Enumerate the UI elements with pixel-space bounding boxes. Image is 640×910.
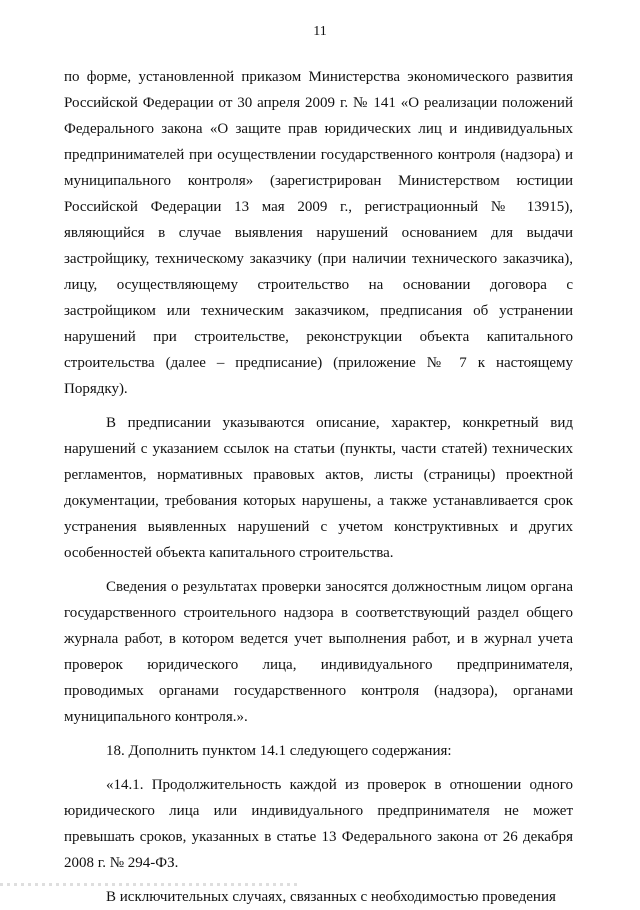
scan-artifact bbox=[0, 883, 300, 886]
paragraph-5: «14.1. Продолжительность каждой из проверок в отношении одного юридического лица или индивидуального предпринимателя не может превышать сроков, указанных в статье 13 Федерального закона от 26 декабря 2008 г. № 294-ФЗ. bbox=[64, 777, 573, 871]
paragraph-4: 18. Дополнить пунктом 14.1 следующего содержания: bbox=[106, 743, 452, 759]
page-number: 11 bbox=[313, 24, 327, 39]
paragraph-gap bbox=[64, 402, 573, 410]
document-body bbox=[64, 64, 573, 910]
paragraph-gap bbox=[64, 566, 573, 574]
paragraph-1: по форме, установленной приказом Министерства экономического развития Российской Федерации от 30 апреля 2009 г. № 141 «О реализации положений Федерального закона «О защите прав юридических лиц и индивидуальных предпринимателей при осуществлении государственного контроля (надзора) и муниципального контроля» (зарегистрирован Министерством юстиции Российской Федерации 13 мая 2009 г., регистрационный № 13915), являющийся в случае выявления нарушений основанием для выдачи застройщику, техническому заказчику (при наличии технического заказчика), лицу, осуществляющему строительство на основании договора с застройщиком или техническим заказчиком, предписания об устранении нарушений при строительстве, реконструкции объекта капитального строительства (далее – предписание) (приложение № 7 к настоящему Порядку). bbox=[64, 69, 573, 397]
paragraph-gap bbox=[64, 764, 573, 772]
paragraph-2: В предписании указываются описание, характер, конкретный вид нарушений с указанием ссылок на статьи (пункты, части статей) технических регламентов, нормативных правовых актов, листы (страницы) проектной документации, требования которых нарушены, а также устанавливается срок устранения выявленных нарушений с учетом конструктивных и других особенностей объекта капитального строительства. bbox=[64, 415, 573, 561]
paragraph-6: В исключительных случаях, связанных с необходимостью проведения bbox=[106, 889, 556, 905]
paragraph-3: Сведения о результатах проверки заносятся должностным лицом органа государственного строительного надзора в соответствующий раздел общего журнала работ, в котором ведется учет выполнения работ, и в журнал учета проверок юридического лица, индивидуального предпринимателя, проводимых органами государственного контроля (надзора), органами муниципального контроля.». bbox=[64, 579, 573, 725]
paragraph-gap bbox=[64, 730, 573, 738]
